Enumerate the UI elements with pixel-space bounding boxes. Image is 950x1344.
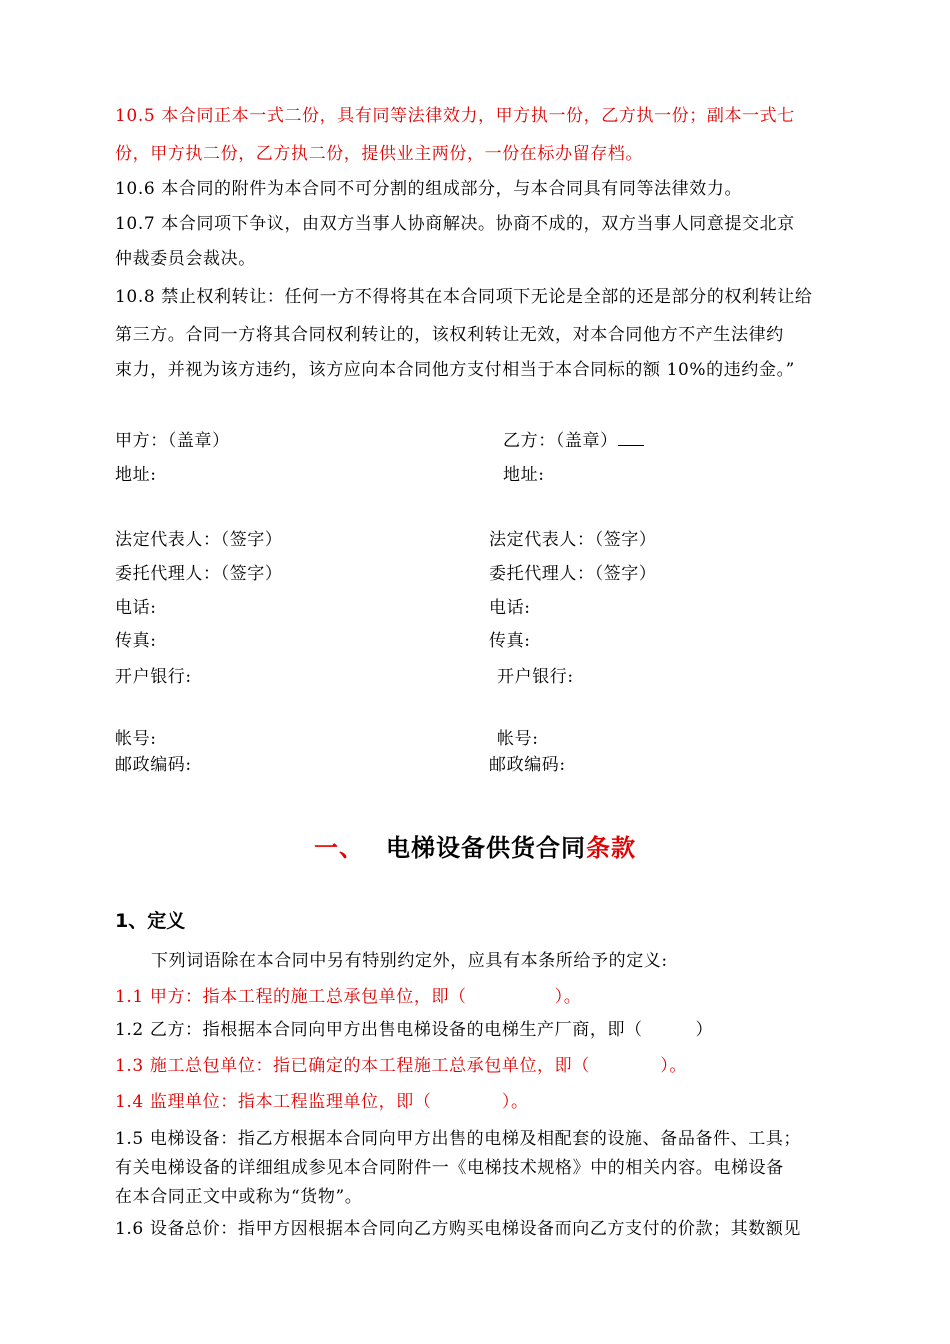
legal-rep-a: 法定代表人：（签字）	[115, 530, 283, 550]
definition-1-2: 1.2 乙方：指根据本合同向甲方出售电梯设备的电梯生产厂商，即（ ）	[115, 1020, 714, 1040]
party-b-seal: 乙方：（盖章）	[503, 431, 618, 451]
postcode-b: 邮政编码:	[489, 755, 566, 775]
clause-10-8-line2: 第三方。合同一方将其合同权利转让的，该权利转让无效，对本合同他方不产生法律约	[115, 325, 784, 345]
definition-1-5-line1: 1.5 电梯设备：指乙方根据本合同向甲方出售的电梯及相配套的设施、备品备件、工具；	[115, 1129, 802, 1149]
agent-a: 委托代理人：（签字）	[115, 564, 283, 584]
section-number: 一、	[314, 834, 364, 862]
definition-1-3: 1.3 施工总包单位：指已确定的本工程施工总承包单位，即（ ）。	[115, 1056, 687, 1076]
seal-blank-line	[618, 429, 644, 446]
definitions-intro: 下列词语除在本合同中另有特别约定外，应具有本条所给予的定义:	[151, 951, 668, 971]
clause-10-6: 10.6 本合同的附件为本合同不可分割的组成部分，与本合同具有同等法律效力。	[115, 179, 743, 199]
definition-1-1: 1.1 甲方：指本工程的施工总承包单位，即（ ）。	[115, 987, 582, 1007]
bank-a: 开户银行:	[115, 667, 192, 687]
postcode-a: 邮政编码:	[115, 755, 192, 775]
section-title-main: 电梯设备供货合同	[386, 834, 586, 862]
phone-a: 电话:	[115, 598, 157, 618]
agent-b: 委托代理人：（签字）	[489, 564, 657, 584]
section-title	[0, 828, 950, 863]
clause-10-7-line2: 仲裁委员会裁决。	[115, 249, 256, 269]
clause-10-8-line1: 10.8 禁止权利转让：任何一方不得将其在本合同项下无论是全部的还是部分的权利转让给	[115, 287, 813, 307]
definition-1-4: 1.4 监理单位：指本工程监理单位，即（ ）。	[115, 1092, 529, 1112]
clause-10-5-line2: 份，甲方执二份，乙方执二份，提供业主两份，一份在标办留存档。	[115, 144, 643, 164]
account-a: 帐号:	[115, 729, 157, 749]
account-b: 帐号:	[497, 729, 539, 749]
legal-rep-b: 法定代表人：（签字）	[489, 530, 657, 550]
phone-b: 电话:	[489, 598, 531, 618]
clause-10-7-line1: 10.7 本合同项下争议，由双方当事人协商解决。协商不成的，双方当事人同意提交北京	[115, 214, 795, 234]
definition-1-6: 1.6 设备总价：指甲方因根据本合同向乙方购买电梯设备而向乙方支付的价款；其数额见	[115, 1219, 802, 1239]
definition-1-5-line2: 有关电梯设备的详细组成参见本合同附件一《电梯技术规格》中的相关内容。电梯设备	[115, 1158, 784, 1178]
definition-1-5-line3: 在本合同正文中或称为“货物”。	[115, 1187, 363, 1207]
fax-a: 传真:	[115, 631, 157, 651]
party-b-seal-row	[503, 426, 644, 451]
bank-b: 开户银行:	[497, 667, 574, 687]
address-b: 地址:	[503, 465, 545, 485]
party-a-seal: 甲方：（盖章）	[115, 431, 230, 451]
section-title-red: 条款	[586, 834, 636, 862]
clause-10-5-line1: 10.5 本合同正本一式二份，具有同等法律效力，甲方执一份，乙方执一份；副本一式七	[115, 106, 795, 126]
definitions-heading: 1、定义	[115, 910, 186, 932]
clause-10-8-line3: 束力，并视为该方违约，该方应向本合同他方支付相当于本合同标的额 10%的违约金。”	[115, 360, 795, 380]
fax-b: 传真:	[489, 631, 531, 651]
address-a: 地址:	[115, 465, 157, 485]
